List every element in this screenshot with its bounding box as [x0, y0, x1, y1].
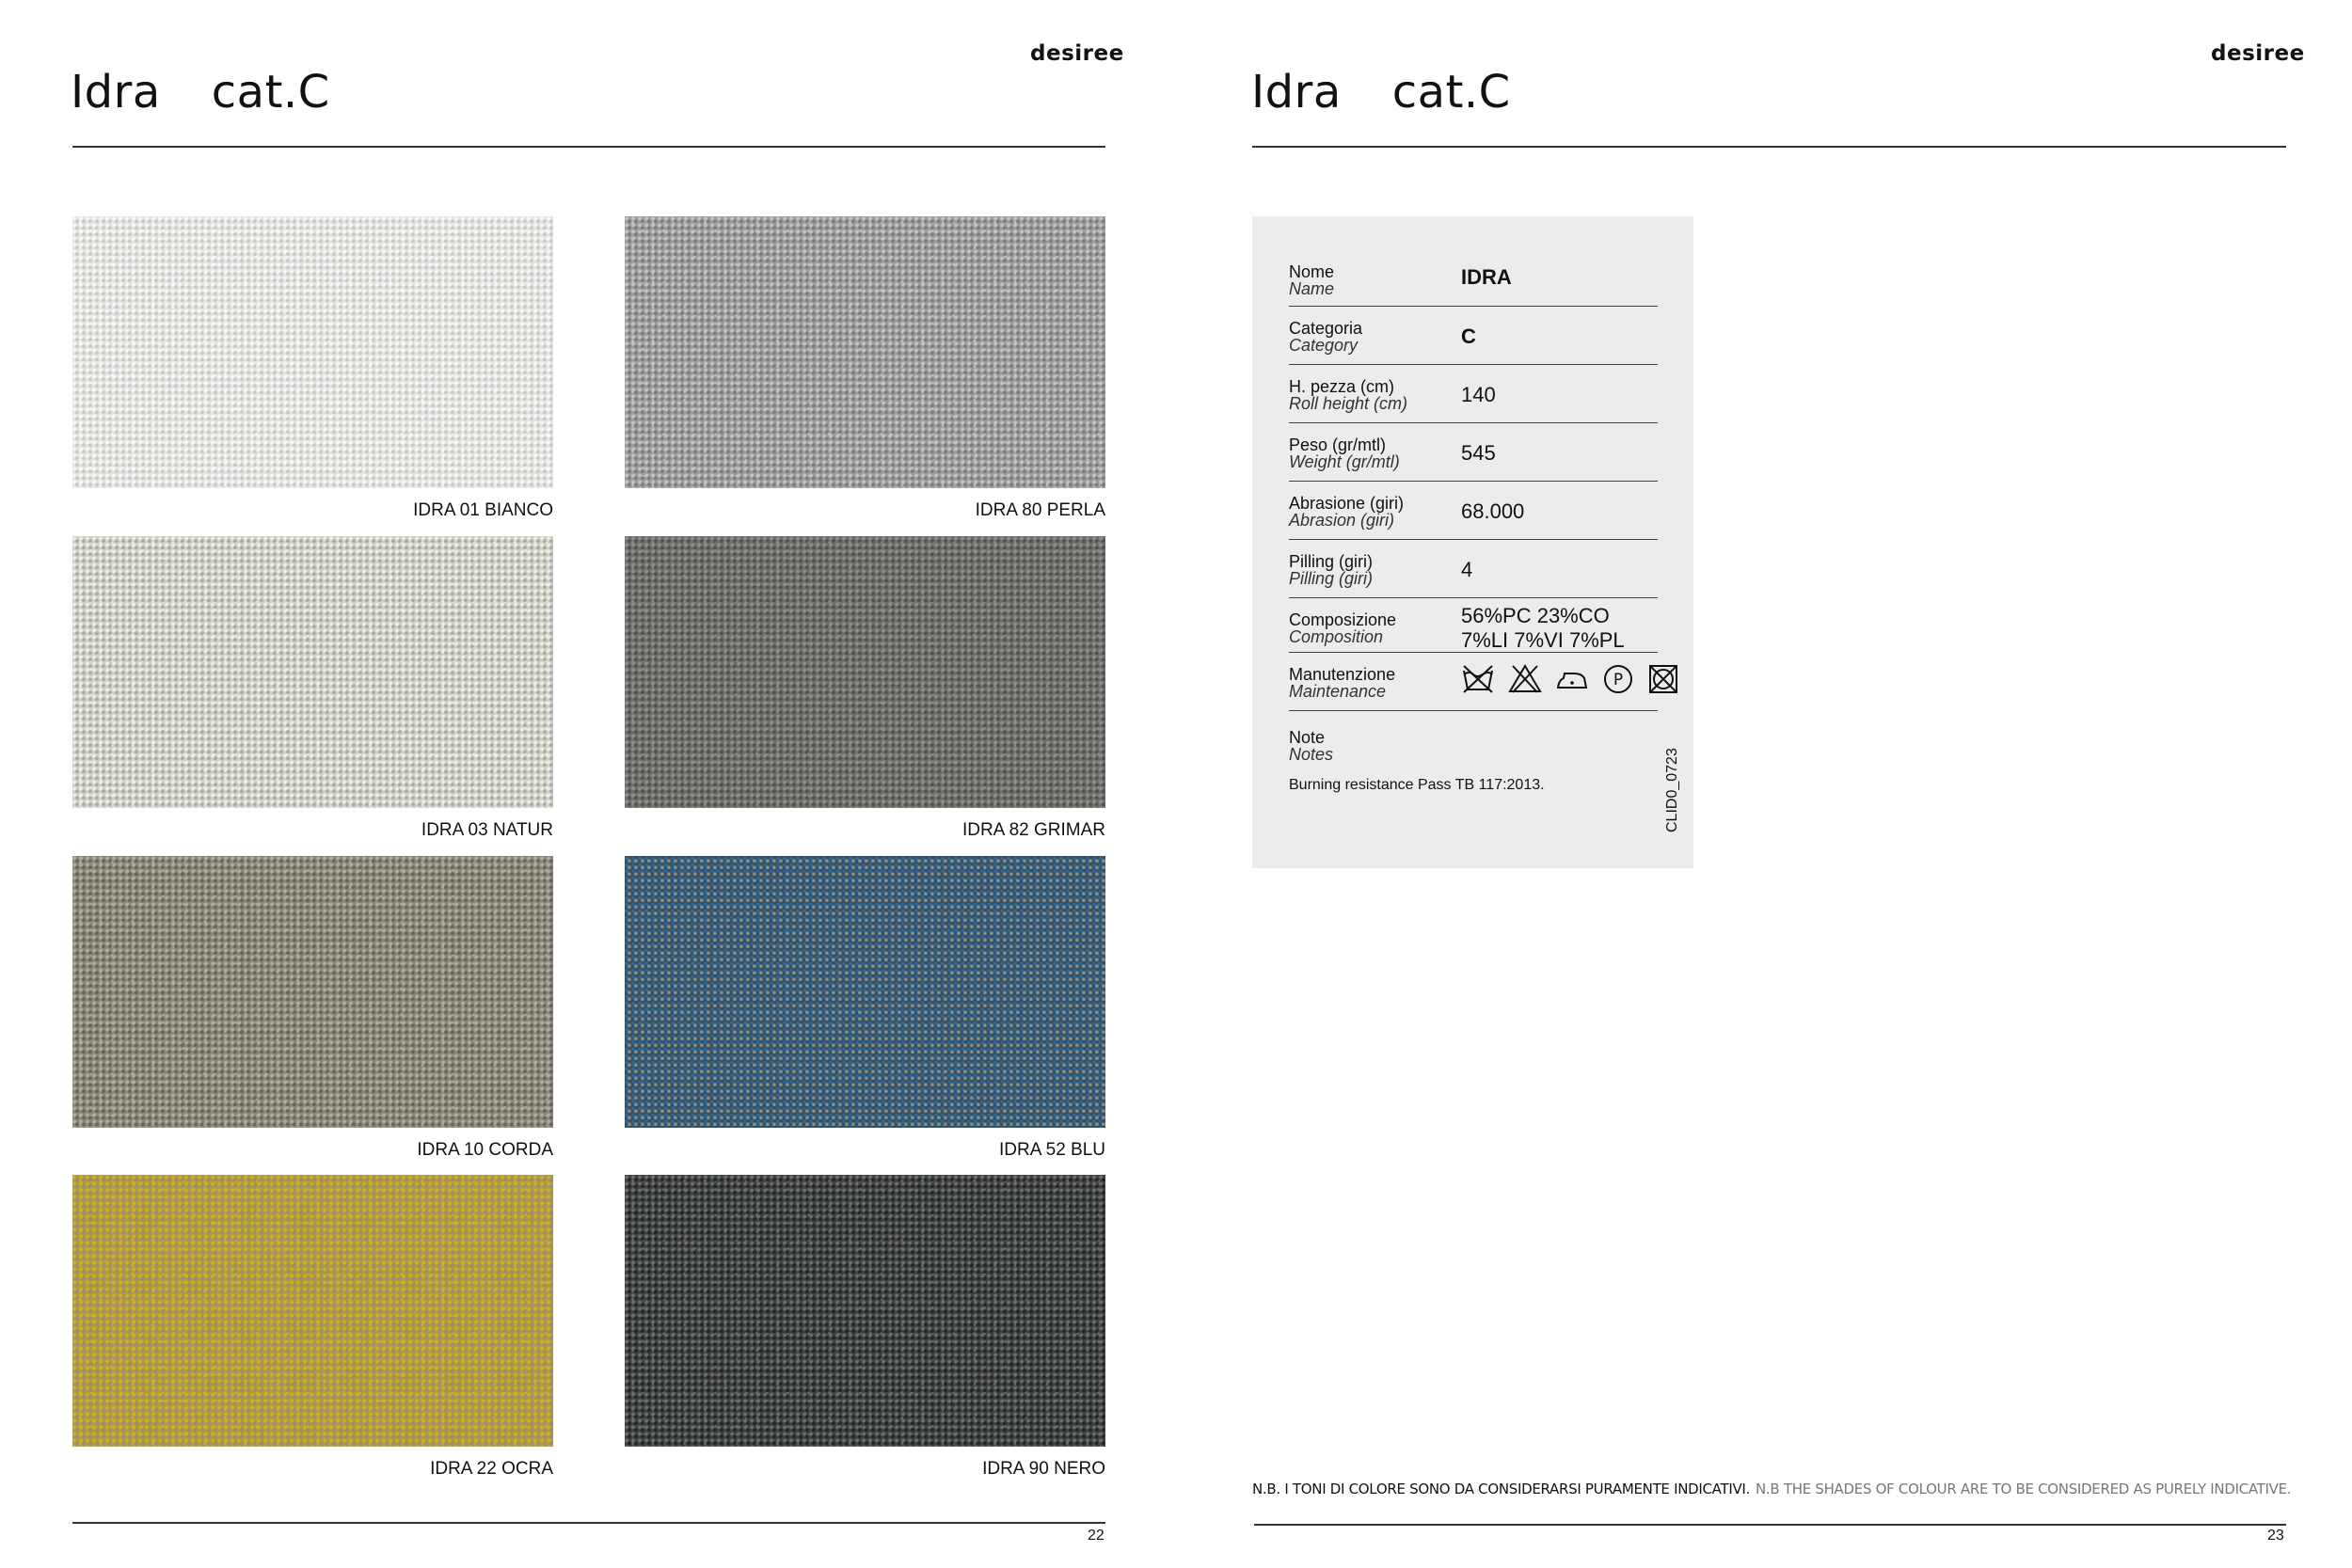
fabric-swatch: [72, 856, 553, 1160]
spec-row: [1289, 254, 1658, 307]
swatch-label: IDRA 03 NATUR: [421, 820, 553, 840]
spec-row-maintenance: [1289, 652, 1658, 711]
spec-label-en: Name: [1289, 279, 1335, 298]
header-divider: [1252, 146, 2286, 148]
care-icons: [1461, 663, 1679, 695]
spec-label-it: Note: [1289, 728, 1326, 747]
spec-row-composition: [1289, 597, 1658, 653]
page-title: [71, 66, 330, 119]
page-number: 23: [2267, 1528, 2284, 1544]
fabric-swatch: [72, 1175, 553, 1479]
spec-row: [1289, 481, 1658, 540]
footer-divider: [1254, 1524, 2286, 1526]
spec-label-it: Nome: [1289, 262, 1335, 281]
disclaimer-en: N.B THE SHADES OF COLOUR ARE TO BE CONSIDERED AS PURELY INDICATIVE.: [1756, 1481, 2292, 1497]
swatch-label: IDRA 90 NERO: [982, 1459, 1105, 1479]
brand-logo: desiree: [2211, 41, 2305, 66]
fabric-swatch: [625, 1175, 1105, 1479]
spec-label-it: Abrasione (giri): [1289, 494, 1405, 513]
fabric-texture: [625, 856, 1105, 1128]
no-bleach-icon: [1508, 663, 1542, 695]
swatch-label: IDRA 52 BLU: [999, 1140, 1105, 1160]
spec-value: 4: [1461, 558, 1473, 581]
spec-label-en: Roll height (cm): [1289, 394, 1408, 413]
spec-label-en: Pilling (giri): [1289, 569, 1374, 588]
spec-value: 140: [1461, 383, 1496, 406]
swatch-label: IDRA 82 GRIMAR: [961, 820, 1105, 840]
notes-heading: [1289, 729, 1333, 763]
spec-value: C: [1461, 325, 1476, 348]
swatch-label: IDRA 10 CORDA: [417, 1140, 553, 1160]
right-page: [1176, 0, 2352, 1568]
composition-line-1: 56%PC 23%CO: [1461, 604, 1610, 627]
page-title: [1251, 66, 1511, 119]
iron-low-icon: [1555, 663, 1589, 695]
no-wash-icon: [1461, 663, 1495, 695]
dry-clean-p-icon: [1602, 663, 1634, 695]
spec-label-it: Categoria: [1289, 319, 1363, 338]
svg-text:P: P: [1613, 671, 1624, 689]
swatch-label: IDRA 22 OCRA: [430, 1459, 553, 1479]
swatch-label: IDRA 80 PERLA: [975, 500, 1105, 520]
spec-value: 68.000: [1461, 499, 1525, 523]
product-category: cat.C: [1391, 66, 1511, 119]
no-tumble-dry-icon: [1647, 663, 1679, 695]
spec-label-it: Manutenzione: [1289, 665, 1396, 684]
product-name: Idra: [1251, 66, 1342, 119]
spec-label-it: Composizione: [1289, 610, 1397, 629]
product-code: CLID0_0723: [1664, 748, 1680, 832]
spec-row: [1289, 364, 1658, 423]
fabric-swatch: [625, 536, 1105, 840]
colour-disclaimer: [1252, 1481, 2291, 1497]
fabric-texture: [72, 216, 553, 488]
spec-label-en: Weight (gr/mtl): [1289, 452, 1400, 471]
product-category: cat.C: [211, 66, 330, 119]
spec-label-it: Pilling (giri): [1289, 552, 1374, 571]
spec-value-composition: [1461, 604, 1625, 653]
spec-label-en: Category: [1289, 336, 1359, 355]
product-name: Idra: [71, 66, 161, 119]
fabric-texture: [72, 536, 553, 808]
swatch-label: IDRA 01 BIANCO: [413, 500, 553, 520]
spec-label-en: Notes: [1289, 745, 1334, 764]
fabric-texture: [625, 1175, 1105, 1447]
spec-label-it: Peso (gr/mtl): [1289, 436, 1387, 454]
fabric-texture: [72, 1175, 553, 1447]
spec-row: [1289, 422, 1658, 482]
spec-label-en: Composition: [1289, 627, 1384, 646]
composition-line-2: 7%LI 7%VI 7%PL: [1461, 628, 1625, 652]
page-number: 22: [1088, 1528, 1104, 1544]
header-divider: [72, 146, 1105, 148]
spec-card: [1252, 216, 1693, 868]
spec-label-it: H. pezza (cm): [1289, 377, 1395, 396]
notes-text: Burning resistance Pass TB 117:2013.: [1289, 777, 1545, 793]
disclaimer-it: N.B. I TONI DI COLORE SONO DA CONSIDERARSI PURAMENTE INDICATIVI.: [1252, 1481, 1751, 1497]
fabric-swatch: [625, 856, 1105, 1160]
footer-divider: [72, 1522, 1105, 1524]
spec-row: [1289, 539, 1658, 598]
spec-row: [1289, 306, 1658, 365]
spec-value: 545: [1461, 441, 1496, 465]
fabric-texture: [625, 536, 1105, 808]
spec-label-en: Abrasion (giri): [1289, 511, 1395, 530]
fabric-texture: [625, 216, 1105, 488]
brand-logo: desiree: [1030, 41, 1124, 66]
fabric-texture: [72, 856, 553, 1128]
fabric-swatch: [625, 216, 1105, 520]
spec-label-en: Maintenance: [1289, 682, 1387, 701]
fabric-swatch: [72, 216, 553, 520]
spec-value: IDRA: [1461, 265, 1512, 289]
fabric-swatch: [72, 536, 553, 840]
